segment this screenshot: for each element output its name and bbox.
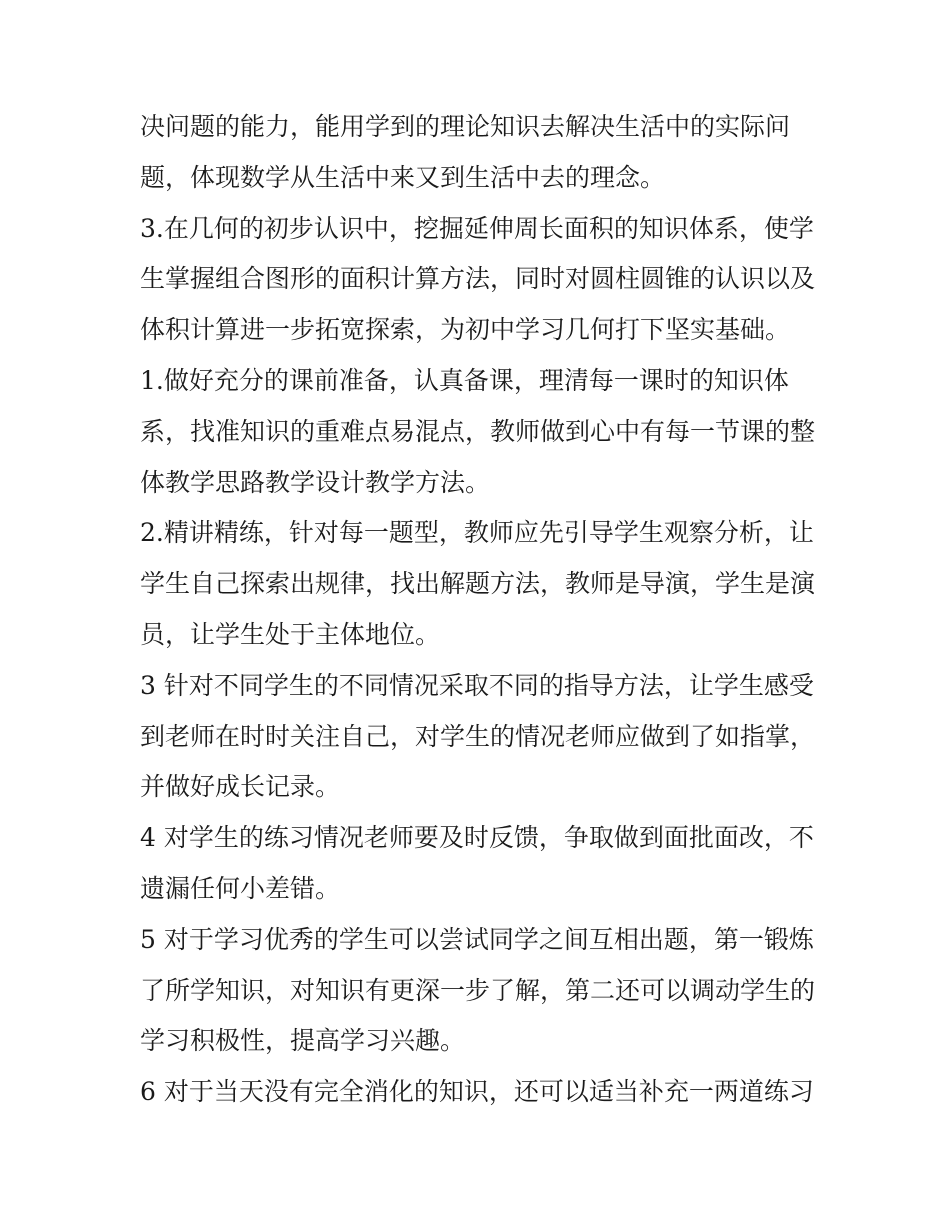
text-line: 决问题的能力，能用学到的理论知识去解决生活中的实际问 — [140, 112, 791, 141]
text-line: 体积计算进一步拓宽探索，为初中学习几何打下坚实基础。 — [140, 315, 791, 345]
text-line: 2.精讲精练，针对每一题型，教师应先引导学生观察分析，让 — [140, 518, 814, 548]
text-line: 5 对于学习优秀的学生可以尝试同学之间互相出题，第一锻炼 — [140, 924, 814, 954]
text-line: 6 对于当天没有完全消化的知识，还可以适当补充一两道练习 — [140, 1077, 814, 1107]
text-line: 1.做好充分的课前准备，认真备课，理清每一课时的知识体 — [140, 365, 789, 395]
text-line: 员，让学生处于主体地位。 — [140, 619, 441, 649]
text-line: 并做好成长记录。 — [140, 772, 341, 802]
text-line: 遗漏任何小差错。 — [140, 873, 341, 903]
text-line: 3 针对不同学生的不同情况采取不同的指导方法，让学生感受 — [140, 670, 814, 700]
document-body — [140, 102, 820, 1118]
text-line: 学生自己探索出规律，找出解题方法，教师是导演，学生是演 — [140, 569, 816, 599]
text-line: 题，体现数学从生活中来又到生活中去的理念。 — [140, 162, 666, 192]
text-line: 4 对学生的练习情况老师要及时反馈，争取做到面批面改，不 — [140, 823, 814, 853]
text-line: 体教学思路教学设计教学方法。 — [140, 467, 491, 497]
text-line: 3.在几何的初步认识中，挖掘延伸周长面积的知识体系，使学 — [140, 213, 814, 243]
text-line: 学习积极性，提高学习兴趣。 — [140, 1026, 466, 1056]
text-line: 到老师在时时关注自己，对学生的情况老师应做到了如指掌， — [140, 721, 816, 751]
text-line: 系，找准知识的重难点易混点，教师做到心中有每一节课的整 — [140, 416, 816, 446]
text-line: 生掌握组合图形的面积计算方法，同时对圆柱圆锥的认识以及 — [140, 264, 816, 294]
text-line: 了所学知识，对知识有更深一步了解，第二还可以调动学生的 — [140, 975, 816, 1005]
